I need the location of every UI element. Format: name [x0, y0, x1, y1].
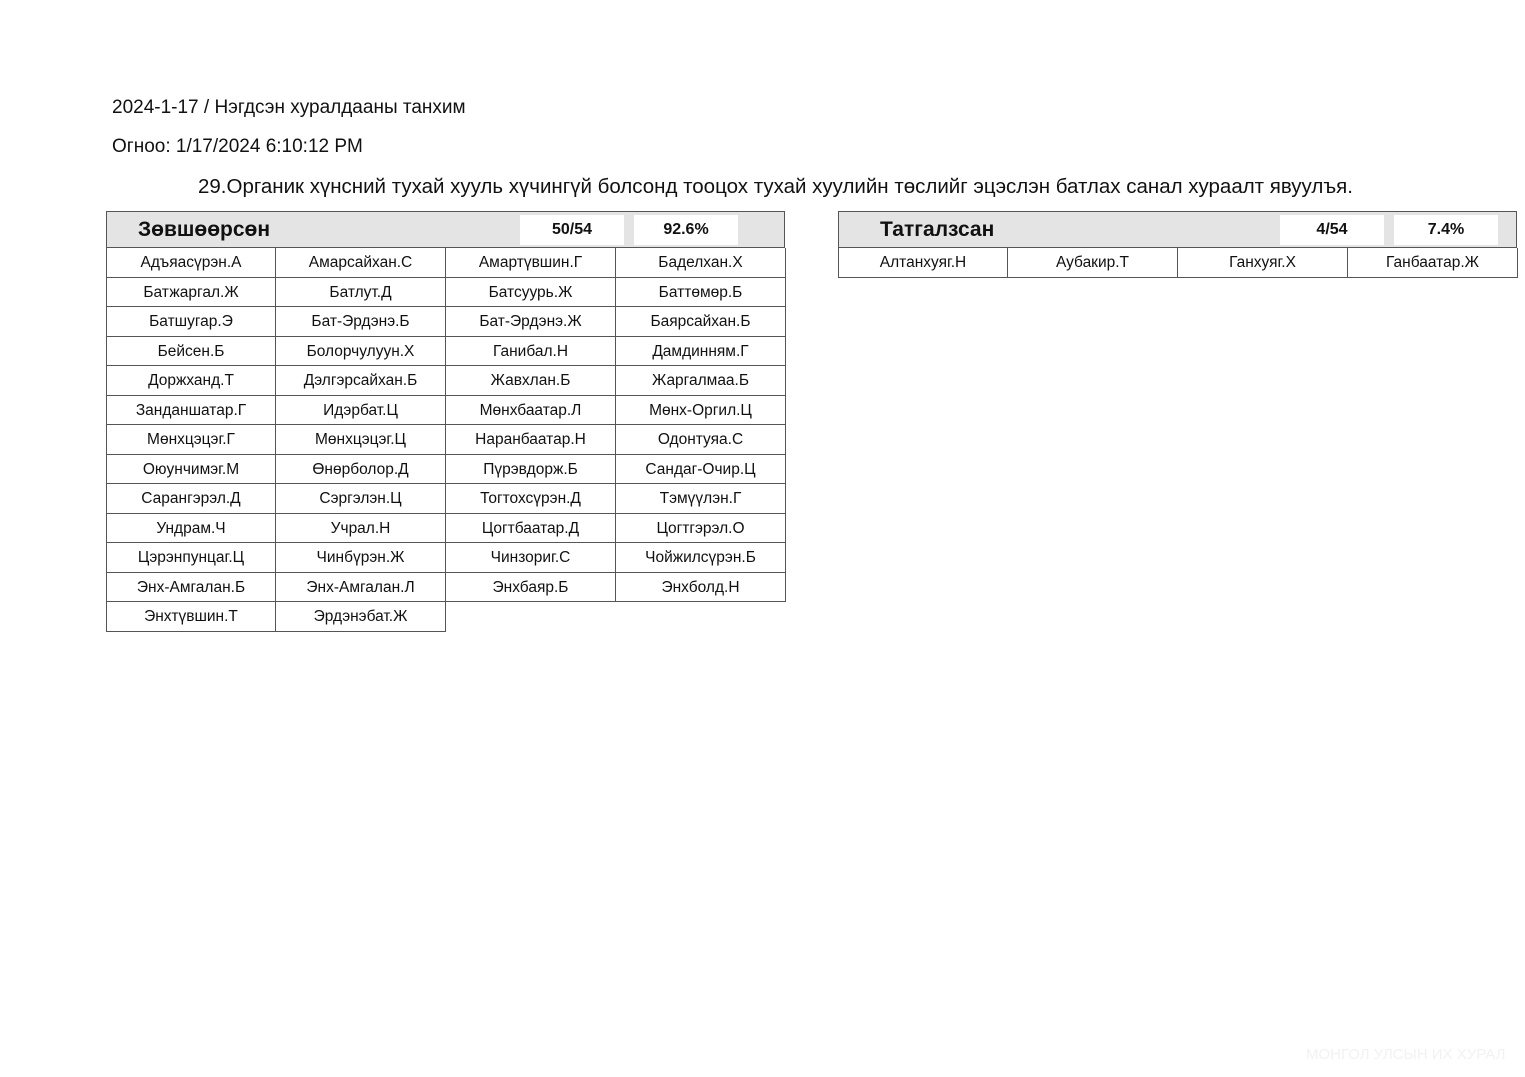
rejected-title: Татгалзсан: [880, 218, 995, 241]
approved-member-cell: Энх-Амгалан.Л: [276, 573, 446, 603]
approved-member-cell: Занданшатар.Г: [106, 396, 276, 426]
motion-title: 29.Органик хүнсний тухай хууль хүчингүй болсонд тооцох тухай хуулийн төслийг эцэслэн батлах санал хураалт явуулъя.: [198, 175, 1353, 198]
approved-member-cell: Цэрэнпунцаг.Ц: [106, 543, 276, 573]
approved-member-cell: Сарангэрэл.Д: [106, 484, 276, 514]
approved-member-cell: Энхболд.Н: [616, 573, 786, 603]
vote-date: Огноо: 1/17/2024 6:10:12 PM: [112, 136, 363, 157]
approved-member-cell: Энхтүвшин.Т: [106, 602, 276, 632]
approved-member-cell: Бат-Эрдэнэ.Б: [276, 307, 446, 337]
approved-member-cell: Дэлгэрсайхан.Б: [276, 366, 446, 396]
approved-member-cell: Цогтбаатар.Д: [446, 514, 616, 544]
approved-member-cell: Ганибал.Н: [446, 337, 616, 367]
approved-member-cell: Тэмүүлэн.Г: [616, 484, 786, 514]
approved-member-cell: Жаргалмаа.Б: [616, 366, 786, 396]
approved-member-cell: Энх-Амгалан.Б: [106, 573, 276, 603]
rejected-percent: 7.4%: [1394, 215, 1498, 245]
approved-member-cell: Сэргэлэн.Ц: [276, 484, 446, 514]
approved-member-cell: Учрал.Н: [276, 514, 446, 544]
approved-member-cell: Мөнх-Оргил.Ц: [616, 396, 786, 426]
approved-member-cell: Чинбүрэн.Ж: [276, 543, 446, 573]
approved-member-cell: Батлут.Д: [276, 278, 446, 308]
approved-member-cell: Амарсайхан.С: [276, 248, 446, 278]
approved-member-cell: Одонтуяа.С: [616, 425, 786, 455]
approved-member-cell: Бат-Эрдэнэ.Ж: [446, 307, 616, 337]
approved-member-cell: Адъяасүрэн.А: [106, 248, 276, 278]
rejected-member-cell: Ганхуяг.Х: [1178, 248, 1348, 278]
approved-header: [106, 211, 785, 248]
approved-member-cell: Болорчулуун.Х: [276, 337, 446, 367]
approved-member-cell: Амартүвшин.Г: [446, 248, 616, 278]
rejected-members-grid: [838, 248, 1517, 278]
approved-member-cell: Өнөрболор.Д: [276, 455, 446, 485]
approved-member-cell: Баярсайхан.Б: [616, 307, 786, 337]
approved-members-grid: [106, 248, 785, 632]
approved-member-cell: Чинзориг.С: [446, 543, 616, 573]
approved-member-cell: Ундрам.Ч: [106, 514, 276, 544]
approved-member-cell: Бейсен.Б: [106, 337, 276, 367]
rejected-header: [838, 211, 1517, 248]
approved-member-cell: Пүрэвдорж.Б: [446, 455, 616, 485]
rejected-member-cell: Ганбаатар.Ж: [1348, 248, 1518, 278]
approved-member-cell: Баделхан.Х: [616, 248, 786, 278]
approved-title: Зөвшөөрсөн: [138, 218, 271, 241]
rejected-panel: [838, 211, 1517, 278]
approved-member-cell: Цогтгэрэл.О: [616, 514, 786, 544]
approved-panel: [106, 211, 785, 632]
approved-member-cell: Тогтохсүрэн.Д: [446, 484, 616, 514]
approved-member-cell: Энхбаяр.Б: [446, 573, 616, 603]
approved-member-cell: Батжаргал.Ж: [106, 278, 276, 308]
rejected-member-cell: Аубакир.Т: [1008, 248, 1178, 278]
approved-member-cell: Дамдинням.Г: [616, 337, 786, 367]
approved-member-cell: Батшугар.Э: [106, 307, 276, 337]
approved-member-cell: Жавхлан.Б: [446, 366, 616, 396]
approved-member-cell: Чойжилсүрэн.Б: [616, 543, 786, 573]
approved-percent: 92.6%: [634, 215, 738, 245]
approved-member-cell: Мөнхцэцэг.Ц: [276, 425, 446, 455]
rejected-count: 4/54: [1280, 215, 1384, 245]
approved-member-cell: Батсуурь.Ж: [446, 278, 616, 308]
approved-member-cell: Сандаг-Очир.Ц: [616, 455, 786, 485]
approved-member-cell: Эрдэнэбат.Ж: [276, 602, 446, 632]
approved-member-cell: Наранбаатар.Н: [446, 425, 616, 455]
approved-member-cell: Идэрбат.Ц: [276, 396, 446, 426]
rejected-member-cell: Алтанхуяг.Н: [838, 248, 1008, 278]
approved-count: 50/54: [520, 215, 624, 245]
approved-member-cell: Баттөмөр.Б: [616, 278, 786, 308]
approved-member-cell: Оюунчимэг.М: [106, 455, 276, 485]
approved-member-cell: Доржханд.Т: [106, 366, 276, 396]
session-heading: 2024-1-17 / Нэгдсэн хуралдааны танхим: [112, 97, 466, 118]
approved-member-cell: Мөнхцэцэг.Г: [106, 425, 276, 455]
watermark: МОНГОЛ УЛСЫН ИХ ХУРАЛ: [1306, 1046, 1506, 1063]
approved-member-cell: Мөнхбаатар.Л: [446, 396, 616, 426]
